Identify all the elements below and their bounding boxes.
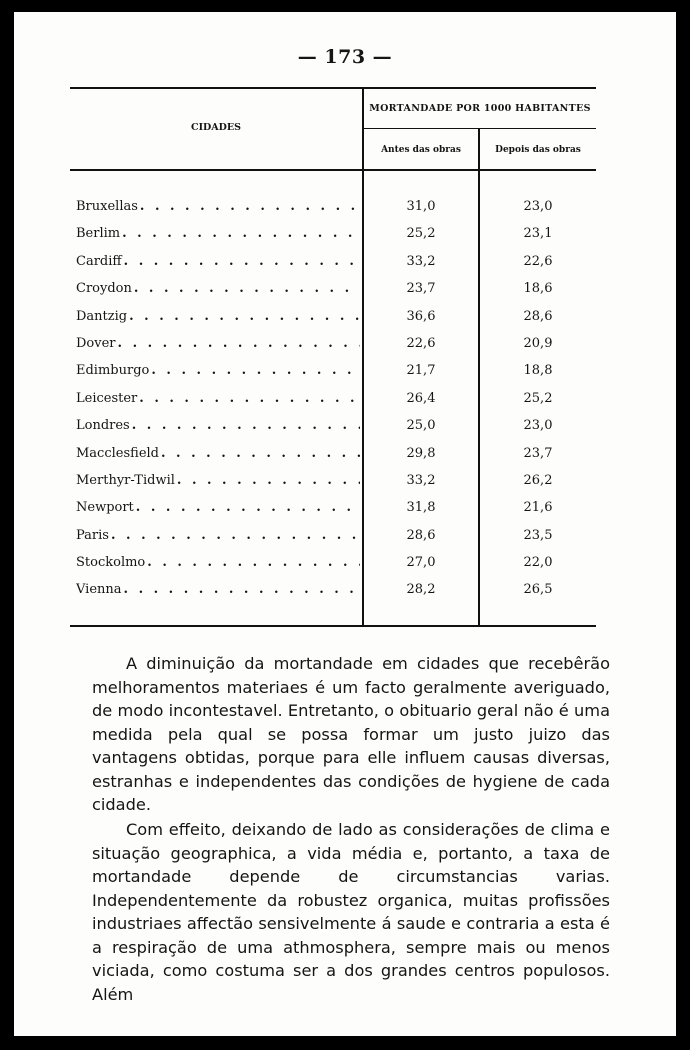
table-row [14, 281, 676, 308]
value-after: 21,6 [523, 500, 553, 516]
city-cell [76, 281, 360, 296]
city-name: Croydon [76, 281, 132, 297]
table-row [14, 500, 676, 527]
city-name: Leicester [76, 390, 138, 406]
table-body [14, 199, 676, 610]
value-before: 22,6 [406, 335, 436, 351]
table-row [14, 336, 676, 363]
value-before: 31,0 [406, 199, 436, 214]
dot-leader [136, 500, 360, 515]
body-paragraph: A diminuição da mortandade em cidades que recebêrão melhoramentos materiaes é um facto geralmente averiguado, de modo incontestavel. Entretanto, o obituario geral não é uma medida pela qual se possa formar um justo juizo das vantagens obtidas, porque para elle influem causas diversas, estranhas e independentes das condições de hygiene de cada cidade. [92, 654, 610, 814]
value-after: 23,7 [523, 445, 553, 461]
value-after: 23,1 [523, 226, 553, 242]
value-before: 23,7 [406, 281, 436, 297]
city-name: Edimburgo [76, 363, 150, 379]
city-cell [76, 473, 360, 488]
header-cities: CIDADES [191, 122, 241, 133]
dot-leader [139, 391, 360, 406]
value-after: 22,0 [523, 555, 553, 571]
city-cell [76, 254, 360, 269]
city-cell [76, 199, 360, 214]
group-header-rule [364, 128, 596, 129]
value-before: 26,4 [406, 390, 436, 406]
city-name: Dover [76, 335, 116, 351]
city-name: Macclesfield [76, 445, 159, 461]
table-bottom-rule [70, 625, 596, 627]
value-before: 33,2 [406, 253, 436, 269]
dot-leader [122, 226, 360, 241]
table-row [14, 226, 676, 253]
body-paragraph: Com effeito, deixando de lado as considerações de clima e situação geographica, a vida média e, portanto, a taxa de mortandade depende de circumstancias varias. Independentemente da robustez organica, muitas profissões industriaes affectão sensivelmente á saude e contraria a esta é a respiração de uma athmosphera, sempre mais ou menos viciada, como costuma ser a dos grandes centros populosos. Além [92, 820, 610, 1004]
dot-leader [140, 199, 360, 214]
table-row [14, 528, 676, 555]
city-name: Berlim [76, 226, 121, 242]
table-row [14, 391, 676, 418]
city-cell [76, 446, 360, 461]
value-before: 28,6 [406, 527, 436, 543]
city-cell [76, 226, 360, 241]
value-before: 21,7 [406, 363, 436, 379]
value-before: 29,8 [406, 445, 436, 461]
dot-leader [161, 446, 360, 461]
table-row [14, 254, 676, 281]
table-row [14, 418, 676, 445]
value-before: 36,6 [406, 308, 436, 324]
value-after: 18,6 [523, 281, 553, 297]
dot-leader [124, 254, 360, 269]
city-cell [76, 336, 360, 351]
header-after-works: Depois das obras [495, 145, 581, 155]
value-before: 31,8 [406, 500, 436, 516]
value-after: 23,5 [523, 527, 553, 543]
table-row [14, 309, 676, 336]
city-name: Bruxellas [76, 199, 138, 214]
city-cell [76, 309, 360, 324]
value-after: 23,0 [523, 418, 553, 434]
dot-leader [177, 473, 360, 488]
city-cell [76, 500, 360, 515]
table-row [14, 199, 676, 226]
city-cell [76, 391, 360, 406]
city-cell [76, 418, 360, 433]
value-after: 25,2 [523, 390, 553, 406]
table-row [14, 473, 676, 500]
table-row [14, 582, 676, 609]
value-after: 26,5 [523, 582, 553, 598]
table-row [14, 446, 676, 473]
value-after: 22,6 [523, 253, 553, 269]
dot-leader [124, 582, 360, 597]
value-before: 25,2 [406, 226, 436, 242]
dot-leader [111, 528, 360, 543]
value-before: 28,2 [406, 582, 436, 598]
city-name: Vienna [76, 582, 122, 598]
dot-leader [147, 555, 360, 570]
dot-leader [134, 281, 360, 296]
city-name: Londres [76, 418, 130, 434]
table-top-rule [70, 87, 596, 89]
table-header-rule [70, 169, 596, 171]
city-name: Cardiff [76, 253, 122, 269]
dot-leader [151, 363, 360, 378]
city-name: Newport [76, 500, 134, 516]
city-cell [76, 363, 360, 378]
dot-leader [132, 418, 360, 433]
city-cell [76, 555, 360, 570]
city-cell [76, 528, 360, 543]
value-after: 26,2 [523, 472, 553, 488]
city-name: Dantzig [76, 308, 128, 324]
value-after: 20,9 [523, 335, 553, 351]
dot-leader [118, 336, 360, 351]
value-before: 25,0 [406, 418, 436, 434]
city-cell [76, 582, 360, 597]
value-after: 18,8 [523, 363, 553, 379]
header-mortality-group: MORTANDADE POR 1000 HABITANTES [369, 103, 591, 114]
city-name: Paris [76, 527, 109, 543]
value-before: 27,0 [406, 555, 436, 571]
dot-leader [129, 309, 360, 324]
value-before: 33,2 [406, 472, 436, 488]
value-after: 23,0 [523, 199, 553, 214]
page-number: — 173 — [297, 46, 393, 68]
table-row [14, 555, 676, 582]
city-name: Merthyr-Tidwil [76, 472, 175, 488]
book-page [14, 12, 676, 1036]
header-before-works: Antes das obras [381, 145, 461, 155]
table-row [14, 363, 676, 390]
value-after: 28,6 [523, 308, 553, 324]
city-name: Stockolmo [76, 555, 146, 571]
